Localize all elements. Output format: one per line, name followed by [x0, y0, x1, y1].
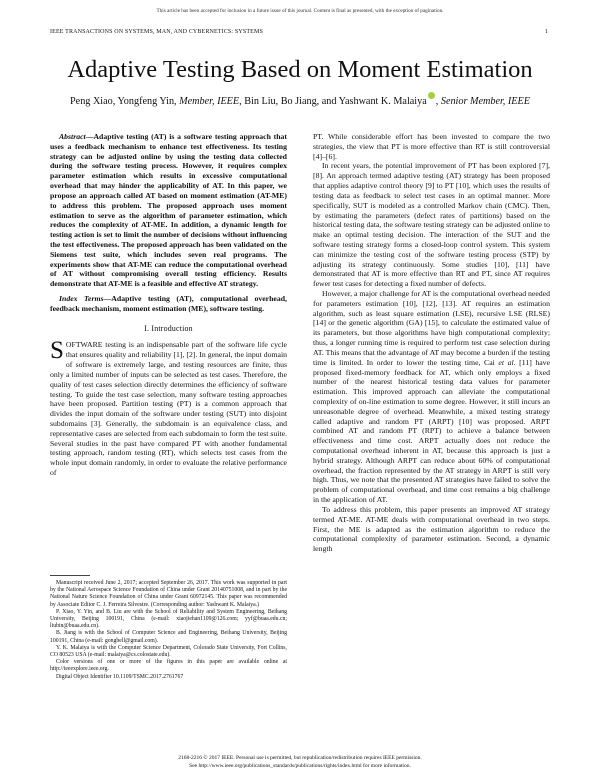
body-paragraph-4: To address this problem, this paper presents an improved AT strategy termed AT-ME. AT-ME deals with computational overhead in two steps. First, the ME is adapted as the estimation algorithm to reduce the computational complexity of parameter estimation. Second, a dynamic length — [313, 504, 550, 554]
acceptance-notice: This article has been accepted for inclusion in a future issue of this journal. Content is final as presented, with the exception of pagination. — [156, 8, 444, 14]
footnote-affiliation-2: B. Jiang is with the School of Computer Science and Engineering, Beihang University, Beijing 100191, China (e-mail: gongbell@gmail.com). — [50, 630, 287, 644]
copyright-line-2: See http://www.ieee.org/publications_standards/publications/rights/index.html for more information. — [189, 762, 411, 769]
index-terms — [50, 294, 287, 314]
paper-title: Adaptive Testing Based on Moment Estimation — [67, 56, 533, 83]
et-al: et al. — [498, 357, 516, 367]
section-heading-introduction: I. Introduction — [144, 323, 193, 333]
abstract — [50, 132, 287, 289]
page-number: 1 — [545, 29, 548, 35]
orcid-icon[interactable] — [428, 92, 435, 99]
right-column — [313, 132, 550, 554]
footnote-affiliation-1: P. Xiao, Y. Yin, and B. Liu are with the School of Reliability and System Engineering, Beihang University, Beijing 100191, China (e-mail: xiaojiehan1109@126.com; yyf@buaa.edu.cn; liubin@buaa.edu.cn). — [50, 608, 287, 630]
journal-header: IEEE TRANSACTIONS ON SYSTEMS, MAN, AND CYBERNETICS: SYSTEMS — [50, 29, 263, 35]
authors-part2: , Bin Liu, Bo Jiang, and Yashwant K. Malaiya — [239, 96, 427, 107]
index-terms-lead: Index Terms — [59, 294, 104, 303]
intro-text: OFTWARE testing is an indispensable part of the software life cycle that ensures quality and reliability [1], [2]. In general, the input domain of software is extremely large, and testing resources are finite, thus only a limited number of inputs can be selected as test cases. Therefore, the quality of test cases selection directly determines the efficiency of software testing. To guide the test case selection, many software testing approaches have been proposed. Partition testing (PT) is a common approach that divides the input domain of the software under testing (SUT) into disjoint subdomains [3]. Generally, the subdomain is an equivalence class, and representative cases are selected from each subdomain to form the test suite. Several studies in the past have compared PT with another fundamental testing approach, random testing (RT), which selects test cases from the whole input domain randomly, in order to evaluate the relative performance of — [50, 340, 287, 477]
abstract-text: —Adaptive testing (AT) is a software testing approach that uses a feedback mechanism to enhance test effectiveness. Its testing strategy can be adjusted online by using the testing data collected during the software testing process. However, it requires complex parameter estimation which results in excessive computational overhead that may hinder the applicability of AT. In this paper, we propose an approach called AT based on moment estimation (AT-ME) to address this problem. The proposed approach uses moment estimation to serve as the algorithm of parameter estimation, which reduces the complexity of AT-ME. In addition, a dynamic length for testing action is set to limit the number of decisions without influencing the test effectiveness. The proposed approach has been validated on the Siemens test suite, which includes seven real programs. The experiments show that AT-ME can reduce the computational overhead of AT without compromising overall testing efficiency. Results demonstrate that AT-ME is a feasible and effective AT strategy. — [50, 132, 287, 289]
authors-part3: , — [435, 96, 441, 107]
author-line — [0, 92, 600, 107]
footnote-manuscript: Manuscript received June 2, 2017; accepted September 26, 2017. This work was supported in part by the National Aerospace Science Foundation of China under Grant 20140751008, and in part by the National Nature Science Foundation of China under Grant 60972145. This paper was recommended by Associate Editor C. J. Ferreira Silvestre. (Corresponding author: Yashwant K. Malaiya.) — [50, 580, 287, 608]
body-paragraph-3a: However, a major challenge for AT is the computational overhead needed for parameters estimation [10], [12], [13]. AT requires an estimation algorithm, such as least square estimation (LSE), recursive LSE (RLSE) [14] or the genetic algorithm (GA) [15], to calculate the estimated value of its parameters, but those algorithms have high computational complexity; thus, a longer running time is required to perform test case selection during AT. This means that the advantage of AT may become a burden if the testing time is limited. In order to lower the testing time, Cai — [313, 289, 550, 367]
footnote-divider — [50, 575, 90, 576]
drop-cap: S — [50, 337, 64, 365]
abstract-lead: Abstract — [59, 132, 86, 141]
copyright-footer — [0, 755, 600, 770]
footnotes — [50, 580, 287, 681]
body-paragraph-1: PT. While considerable effort has been invested to compare the two strategies, the view that PT is more effective than RT is still controversial [4]–[6]. — [313, 132, 550, 161]
senior-member-title: Senior Member, IEEE — [440, 96, 530, 107]
member-title: Member, IEEE — [179, 96, 240, 107]
footnote-doi: Digital Object Identifier 10.1109/TSMC.2017.2761767 — [56, 673, 184, 680]
authors-part1: Peng Xiao, Yongfeng Yin, — [70, 96, 180, 107]
body-paragraph-3b: [11] have proposed fixed-memory feedback for AT, which only employs a fixed number of the nearest historical testing data values for parameter estimation. This improved approach can alleviate the computational complexity of on-line estimation to some degree. However, it still incurs an unreasonable degree of overhead. Meanwhile, a mixed testing strategy called adaptive and random PT (ARPT) [10] was proposed. ARPT combined AT and random PT (RPT) to achieve a balance between effectiveness and time cost. ARPT actually does not reduce the computational overhead inherent in AT, because this approach is just a hybrid strategy. Although ARPT can reduce about 60% of computational overhead, the fraction represented by the AT strategy in ARPT is still very high. Thus, we note that the presented AT strategies have failed to solve the problem of computational overhead, and time cost remains a big challenge in the application of AT. — [313, 357, 550, 505]
footnote-color-versions: Color versions of one or more of the figures in this paper are available online at http://ieeexplore.ieee.org. — [50, 659, 287, 673]
body-paragraph-2: In recent years, the potential improvement of PT has been explored [7], [8]. An approach termed adaptive testing (AT) strategy has been proposed that applies adaptive control theory [9] to PT [10], which uses the results of testing data as feedback to select test cases in an optimal manner. More specifically, SUT is modeled as a controlled Markov chain (CMC). Then, by estimating the parameters (defect rates of partitions) based on the historical testing data, the software testing strategy can be adjusted online to make an optimal testing decision. The interaction of the SUT and the software testing strategy forms a closed-loop control system. This system can minimize the testing cost of the software testing process (STP) by adjusting its strategy continuously. Some studies [10], [11] have demonstrated that AT is more effective than RT and PT, since AT requires fewer test cases for detecting a fixed number of defects. — [313, 161, 550, 289]
footnote-affiliation-3: Y. K. Malaiya is with the Computer Science Department, Colorado State University, Fort Collins, CO 80523 USA (e-mail: malaiya@cs.colostate.edu). — [50, 644, 287, 659]
copyright-line-1: 2168-2216 © 2017 IEEE. Personal use is permitted, but republication/redistribution requires IEEE permission. — [178, 755, 422, 761]
index-terms-text: —Adaptive testing (AT), computational overhead, feedback mechanism, moment estimation (ME), software testing. — [50, 294, 287, 313]
intro-paragraph — [50, 337, 287, 477]
left-column — [50, 132, 287, 478]
body-paragraph-3 — [313, 289, 550, 505]
